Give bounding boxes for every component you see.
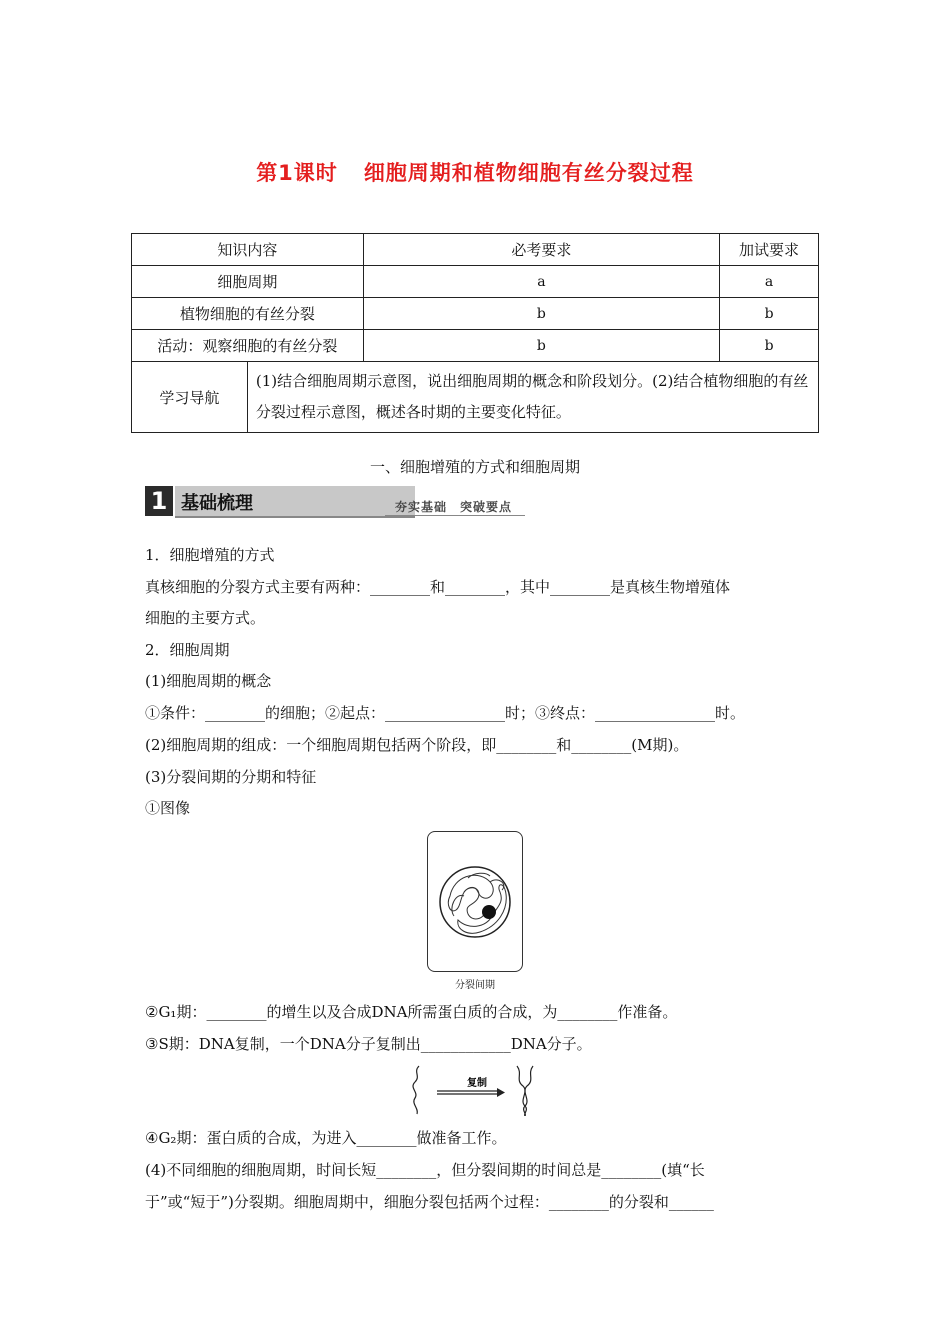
banner-label: 基础梳理	[181, 493, 253, 514]
nucleus-illustration	[428, 832, 521, 970]
table-header-cell: 必考要求	[363, 234, 719, 266]
banner-underline	[385, 515, 525, 516]
table-cell: b	[363, 298, 719, 330]
text-line: 于”或“短于”)分裂期。细胞周期中，细胞分裂包括两个过程：________的分裂和______	[145, 1193, 714, 1211]
banner-subtitle: 夯实基础 突破要点	[395, 500, 513, 514]
table-row	[132, 362, 819, 433]
table-cell: 细胞周期	[132, 266, 364, 298]
table-header-cell: 加试要求	[720, 234, 819, 266]
table-header-cell: 知识内容	[132, 234, 364, 266]
table-cell: b	[363, 330, 719, 362]
table-cell: b	[720, 298, 819, 330]
banner-number: 1	[145, 486, 173, 516]
replication-label: 复制	[467, 1078, 487, 1089]
table-row	[132, 266, 819, 298]
text-line: 细胞的主要方式。	[145, 609, 266, 627]
text-line: (1)细胞周期的概念	[145, 672, 272, 690]
requirements-table	[131, 233, 819, 433]
section-heading: 一、细胞增殖的方式和细胞周期	[369, 458, 580, 476]
table-cell: a	[720, 266, 819, 298]
text-line: 真核细胞的分裂方式主要有两种：________和________，其中________是真核生物增殖体	[145, 578, 731, 596]
nav-label-cell: 学习导航	[132, 362, 248, 433]
figure-caption: 分裂间期	[455, 980, 495, 991]
nucleolus	[482, 905, 496, 919]
page-title: 第1课时 细胞周期和植物细胞有丝分裂过程	[256, 161, 694, 185]
text-line: ②G₁期：________的增生以及合成DNA所需蛋白质的合成，为________作准备。	[145, 1003, 678, 1021]
table-header-row	[132, 234, 819, 266]
table-cell: 植物细胞的有丝分裂	[132, 298, 364, 330]
table-row	[132, 298, 819, 330]
table-cell: a	[363, 266, 719, 298]
text-line: ③S期：DNA复制，一个DNA分子复制出____________DNA分子。	[145, 1035, 592, 1053]
text-line: (3)分裂间期的分期和特征	[145, 768, 317, 786]
table-cell: b	[720, 330, 819, 362]
replication-diagram	[405, 1062, 545, 1116]
dna-replication-figure	[405, 1062, 545, 1116]
text-line: ①图像	[145, 799, 191, 817]
text-line: ④G₂期：蛋白质的合成，为进入________做准备工作。	[145, 1129, 507, 1147]
text-line: 2．细胞周期	[145, 641, 230, 659]
section-banner	[145, 486, 525, 518]
text-line: (2)细胞周期的组成：一个细胞周期包括两个阶段，即________和________(M期)。	[145, 736, 689, 754]
table-row	[132, 330, 819, 362]
text-line: 1．细胞增殖的方式	[145, 546, 275, 564]
text-line: (4)不同细胞的细胞周期，时间长短________，但分裂间期的时间总是________(填“长	[145, 1161, 705, 1179]
table-cell: 活动：观察细胞的有丝分裂	[132, 330, 364, 362]
text-line: ①条件：________的细胞；②起点：________________时；③终点：________________时。	[145, 704, 746, 722]
interphase-cell-figure	[427, 831, 523, 972]
nav-text-cell: (1)结合细胞周期示意图，说出细胞周期的概念和阶段划分。(2)结合植物细胞的有丝分裂过程示意图，概述各时期的主要变化特征。	[247, 362, 818, 433]
